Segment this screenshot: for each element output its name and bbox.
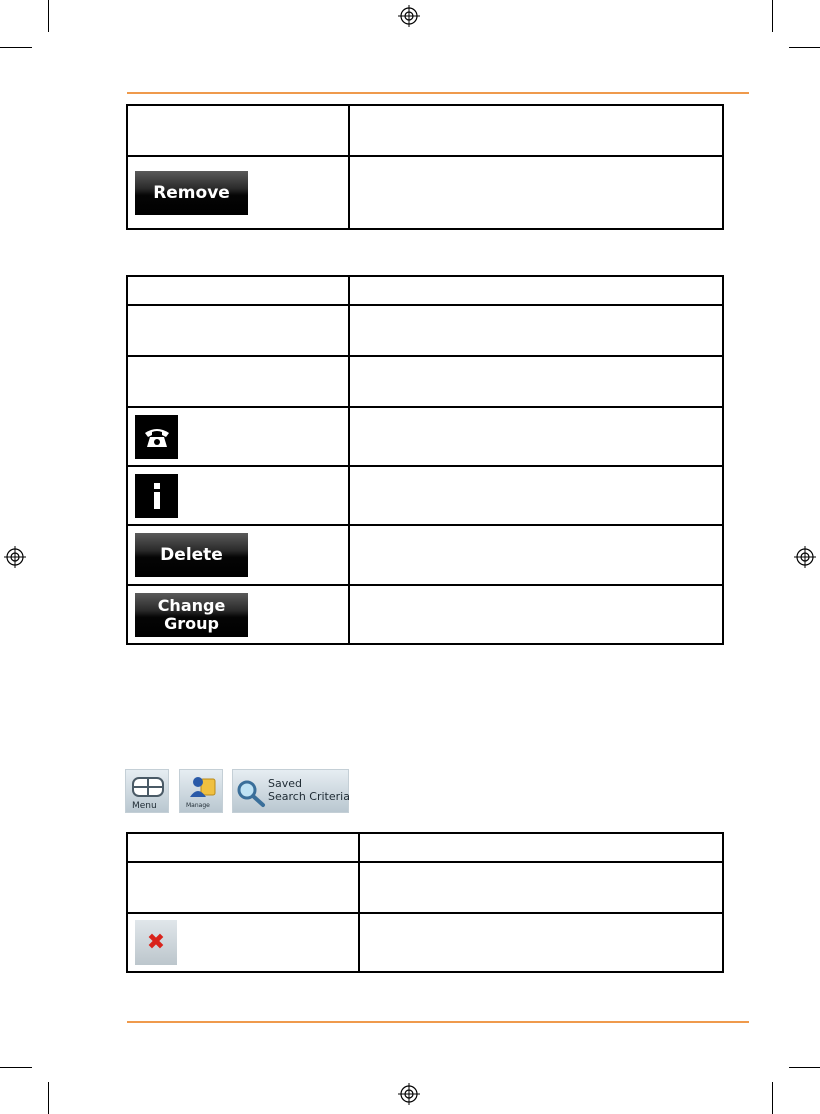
table-row [127, 407, 723, 466]
table-row [127, 862, 723, 913]
crop-mark [0, 1067, 32, 1068]
table-cell-description [359, 913, 723, 972]
phone-icon[interactable] [135, 415, 178, 459]
table-cell-description [349, 156, 723, 229]
crop-mark [789, 47, 820, 48]
header-rule [127, 92, 749, 94]
registration-mark-icon [398, 5, 420, 27]
table-cell-description [349, 466, 723, 525]
table-cell [127, 466, 349, 525]
info-icon[interactable] [135, 474, 178, 518]
remove-button[interactable]: Remove [135, 171, 248, 215]
crop-mark [0, 47, 32, 48]
table-row [127, 525, 723, 585]
table-cell [127, 913, 359, 972]
table-header-row [127, 276, 723, 305]
crop-mark [772, 1082, 773, 1114]
delete-button[interactable]: Delete [135, 533, 248, 577]
table-cell-description [349, 356, 723, 407]
table-cell-description [359, 862, 723, 913]
change-group-button[interactable] [135, 593, 248, 637]
table-cell-description [349, 105, 723, 156]
table-1 [126, 104, 724, 230]
crop-mark [789, 1067, 820, 1068]
table-cell [127, 525, 349, 585]
saved-search-label-line2: Search Criteria [268, 790, 350, 803]
registration-mark-icon [4, 546, 26, 568]
menu-button-label: Menu [132, 801, 157, 811]
table-cell-description [349, 305, 723, 356]
table-cell-description [349, 585, 723, 644]
registration-mark-icon [398, 1083, 420, 1105]
table-cell-description [349, 525, 723, 585]
saved-search-label-line1: Saved [268, 777, 302, 790]
table-row [127, 105, 723, 156]
table-cell-description [349, 407, 723, 466]
table-3 [126, 832, 724, 973]
crop-mark [772, 0, 773, 32]
change-group-label-line2: Group [164, 613, 219, 633]
footer-rule [127, 1021, 749, 1023]
crop-mark [48, 1082, 49, 1114]
table-row [127, 913, 723, 972]
table-row [127, 466, 723, 525]
table-header-cell [127, 833, 359, 862]
manage-button[interactable] [179, 769, 223, 813]
table-header-cell [359, 833, 723, 862]
table-cell [127, 585, 349, 644]
change-group-label-line1: Change [157, 595, 226, 615]
menu-icon [131, 775, 165, 799]
menu-button[interactable] [125, 769, 169, 813]
table-row [127, 585, 723, 644]
saved-search-criteria-button[interactable] [232, 769, 349, 813]
table-row [127, 305, 723, 356]
crop-mark [48, 0, 49, 32]
table-row [127, 156, 723, 229]
magnifier-icon [235, 778, 267, 808]
table-header-cell [127, 276, 349, 305]
table-header-row [127, 833, 723, 862]
manage-button-label: Manage [186, 802, 210, 809]
table-cell [127, 862, 359, 913]
delete-x-icon[interactable]: ✖ [135, 920, 177, 965]
table-cell [127, 305, 349, 356]
table-header-cell [349, 276, 723, 305]
table-row [127, 356, 723, 407]
table-cell [127, 356, 349, 407]
table-cell [127, 407, 349, 466]
registration-mark-icon [794, 546, 816, 568]
table-cell [127, 105, 349, 156]
table-cell [127, 156, 349, 229]
manage-icon [187, 773, 217, 799]
table-2 [126, 275, 724, 645]
